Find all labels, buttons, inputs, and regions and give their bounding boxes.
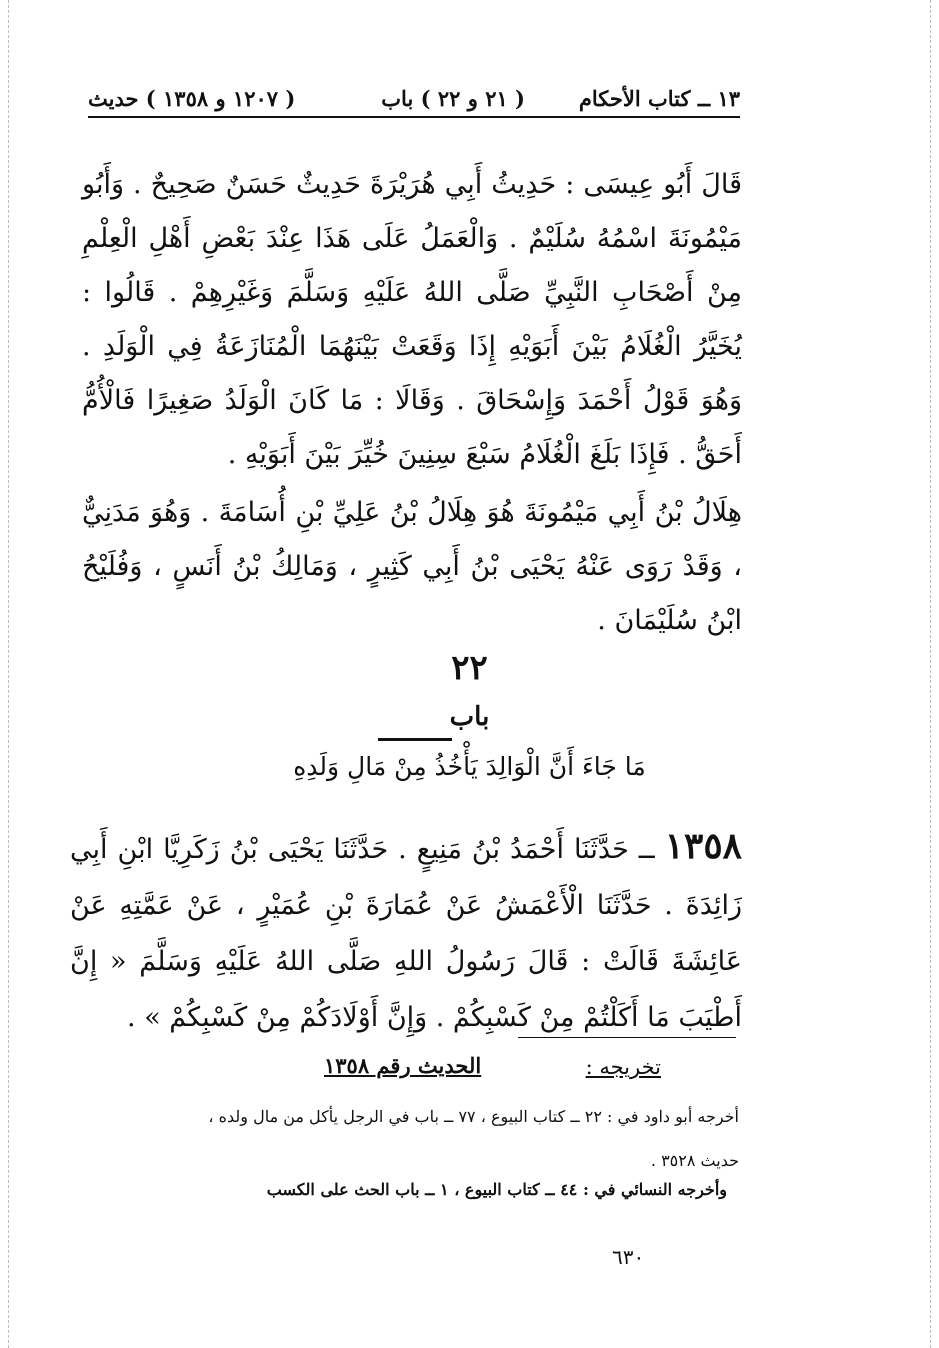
chapter-title: مَا جَاءَ أَنَّ الْوَالِدَ يَأْخُذُ مِنْ مَالِ وَلَدِهِ bbox=[293, 752, 646, 781]
footnote-separator bbox=[518, 1037, 736, 1038]
takhrij-label: تخريجه : bbox=[585, 1055, 661, 1079]
page-number: ٦٣٠ bbox=[612, 1245, 645, 1269]
hadith-text: ــ حَدَّثَنَا أَحْمَدُ بْنُ مَنِيعٍ . حَدَّثَنَا يَحْيَى بْنُ زَكَرِيَّا ابْنِ أَبِي زَائِدَةَ . حَدَّثَنَا الْأَعْمَشُ عَنْ عُمَارَةَ بْنِ عُمَيْرٍ ، عَنْ عَمَّتِهِ عَنْ عَائِشَةَ قَالَتْ : قَالَ رَسُولُ اللهِ صَلَّى اللهُ عَلَيْهِ وَسَلَّمَ « إِنَّ أَطْيَبَ مَا أَكَلْتُمْ مِنْ كَسْبِكُمْ . وَإِنَّ أَوْلَادَكُمْ مِنْ كَسْبِكُمْ » . bbox=[70, 834, 742, 1033]
header-rule bbox=[88, 116, 740, 118]
header-chapter-range: ( ٢١ و ٢٢ ) باب bbox=[381, 86, 525, 111]
header-hadith-range: ( ١٢٠٧ و ١٣٥٨ ) حديث bbox=[88, 86, 296, 111]
hadith-block bbox=[70, 818, 742, 1046]
footnote-line: أخرجه أبو داود في : ٢٢ ــ كتاب البيوع ، ٧٧ ــ باب في الرجل يأكل من مال ولده ، bbox=[208, 1107, 739, 1126]
header-book-title: ١٣ ــ كتاب الأحكام bbox=[578, 86, 740, 111]
commentary-paragraph: قَالَ أَبُو عِيسَى : حَدِيثُ أَبِي هُرَيْرَةَ حَدِيثٌ حَسَنٌ صَحِيحٌ . وَأَبُو مَيْمُونَةَ اسْمُهُ سُلَيْمٌ . وَالْعَمَلُ عَلَى هَذَا عِنْدَ بَعْضِ أَهْلِ الْعِلْمِ مِنْ أَصْحَابِ النَّبِيِّ صَلَّى اللهُ عَلَيْهِ وَسَلَّمَ وَغَيْرِهِمْ . قَالُوا : يُخَيَّرُ الْغُلَامُ بَيْنَ أَبَوَيْهِ إِذَا وَقَعَتْ بَيْنَهُمَا الْمُنَازَعَةُ فِي الْوَلَدِ . وَهُوَ قَوْلُ أَحْمَدَ وَإِسْحَاقَ . وَقَالَا : مَا كَانَ الْوَلَدُ صَغِيرًا فَالْأُمُّ أَحَقُّ . فَإِذَا بَلَغَ الْغُلَامُ سَبْعَ سِنِينَ خُيِّرَ بَيْنَ أَبَوَيْهِ . bbox=[82, 169, 742, 470]
narrator-note-paragraph: هِلَالُ بْنُ أَبِي مَيْمُونَةَ هُوَ هِلَالُ بْنُ عَلِيِّ بْنِ أُسَامَةَ . وَهُوَ مَدَنِيٌّ ، وَقَدْ رَوَى عَنْهُ يَحْيَى بْنُ أَبِي كَثِيرٍ ، وَمَالِكُ بْنُ أَنَسٍ ، وَفُلَيْحُ ابْنُ سُلَيْمَانَ . bbox=[82, 497, 742, 636]
running-header bbox=[88, 78, 740, 116]
footnote-line: حديث ٣٥٢٨ . bbox=[650, 1151, 739, 1170]
footnote-line: وأخرجه النسائي في : ٤٤ ــ كتاب البيوع ، ١ ــ باب الحث على الكسب bbox=[266, 1180, 727, 1199]
chapter-underline bbox=[378, 738, 452, 741]
hadith-number: ١٣٥٨ bbox=[664, 825, 742, 867]
takhrij-reference: الحديث رقم ١٣٥٨ bbox=[324, 1053, 482, 1078]
chapter-label: باب bbox=[449, 702, 490, 732]
chapter-number: ٢٢ bbox=[451, 648, 488, 688]
